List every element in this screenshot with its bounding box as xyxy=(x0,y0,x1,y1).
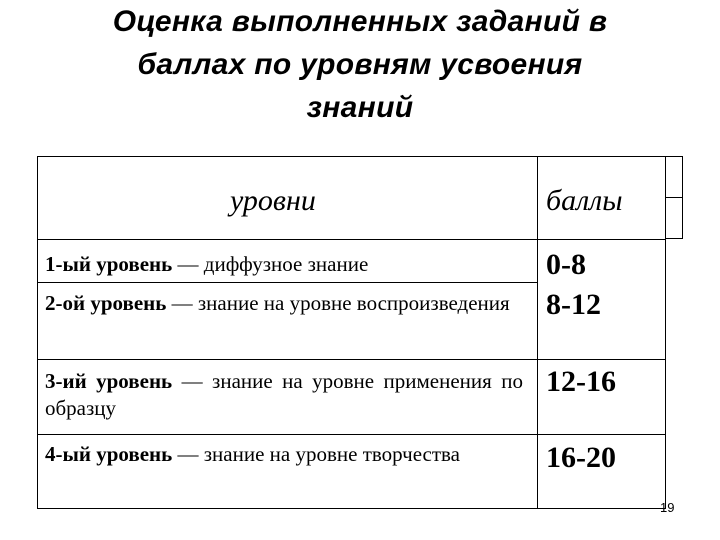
level-name: 2-ой уровень xyxy=(45,291,167,315)
title-line-1: Оценка выполненных заданий в xyxy=(112,5,608,38)
level-row-4 xyxy=(45,441,523,468)
level-description: — знание на уровне воспроизведения xyxy=(166,291,510,315)
header-levels: уровни xyxy=(230,184,316,217)
row-divider xyxy=(38,359,665,360)
side-cell xyxy=(666,197,683,239)
level-name: 4-ый уровень xyxy=(45,442,173,466)
row-divider xyxy=(38,282,537,283)
column-divider xyxy=(537,157,538,508)
title-line-3: знаний xyxy=(306,91,414,124)
points-row-2: 8-12 xyxy=(546,288,601,321)
side-cell xyxy=(666,156,683,198)
level-description: — диффузное знание xyxy=(172,252,369,276)
header-points: баллы xyxy=(546,184,623,217)
title-line-2: баллах по уровням усвоения xyxy=(137,48,583,81)
points-row-4: 16-20 xyxy=(546,441,616,474)
level-description: — знание на уровне применения по образцу xyxy=(45,369,523,420)
row-divider xyxy=(38,434,665,435)
levels-table xyxy=(37,156,666,509)
level-description: — знание на уровне творчества xyxy=(172,442,460,466)
points-row-1: 0-8 xyxy=(546,248,586,281)
level-name: 1-ый уровень xyxy=(45,252,173,276)
page-number: 19 xyxy=(660,500,675,515)
level-row-3 xyxy=(45,368,523,422)
slide-title xyxy=(20,0,700,129)
level-row-2 xyxy=(45,290,523,317)
header-divider xyxy=(38,239,665,240)
level-name: 3-ий уровень xyxy=(45,369,173,393)
level-row-1 xyxy=(45,251,523,278)
points-row-3: 12-16 xyxy=(546,365,616,398)
